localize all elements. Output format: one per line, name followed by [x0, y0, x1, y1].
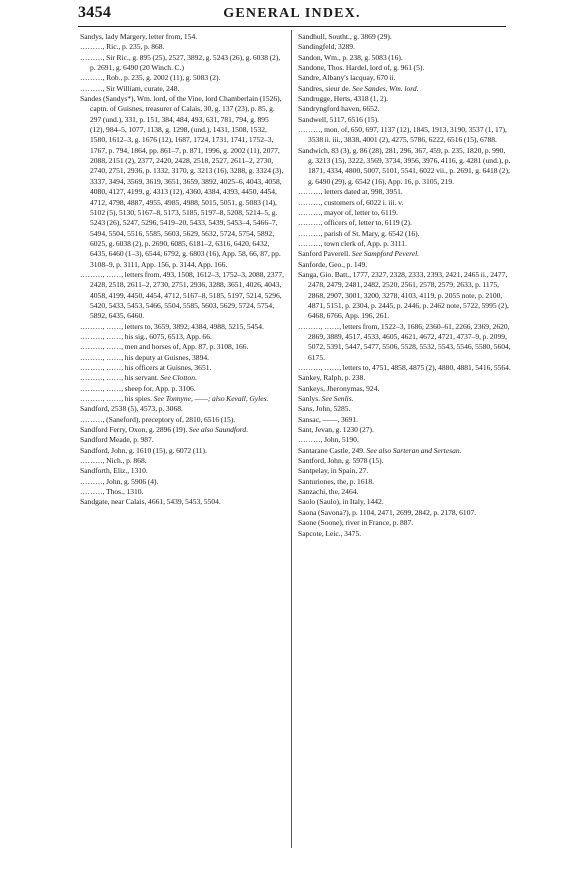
index-entry	[298, 456, 512, 466]
index-entry	[80, 73, 284, 83]
index-entry-text: Saona (Savona?), p. 1104, 2471, 2699, 2842, p. 2178, 6107.	[298, 507, 477, 517]
index-entry	[298, 42, 512, 52]
index-entry	[298, 239, 512, 249]
index-entry-text: Sankeys, Jheronymas, 924.	[298, 383, 380, 393]
index-entry-text: ………, parish of St. Mary, g. 6542 (16).	[298, 228, 420, 238]
index-entry	[298, 487, 512, 497]
index-entry-text: ………, ……, his spies.	[80, 394, 153, 404]
index-entry-text: ………, ……, letters to, 4751, 4858, 4875 (2), 4880, 4881, 5416, 5564.	[298, 363, 511, 372]
index-entry	[80, 53, 284, 74]
running-title: GENERAL INDEX.	[223, 6, 361, 21]
index-entry	[80, 404, 284, 414]
index-entry-text: Sandre, Albany's lacquay, 670 ii.	[298, 73, 396, 83]
index-entry	[80, 394, 284, 404]
index-entry	[298, 146, 512, 187]
index-entry	[298, 187, 512, 197]
index-entry	[80, 353, 284, 363]
cross-reference: See Clotton.	[160, 373, 197, 383]
index-entry	[298, 94, 512, 104]
index-entry-text: Sandone, Thos. Hardel, lord of, g. 961 (5).	[298, 63, 425, 73]
index-entry	[298, 415, 512, 425]
index-entry-text: ………, ……, his deputy at Guisnes, 3894.	[80, 352, 210, 362]
index-column-left	[80, 32, 284, 508]
index-entry-text: Sandwell, 5117, 6516 (15).	[298, 114, 379, 124]
page-number: 3454	[78, 4, 112, 21]
index-entry-text: Sandys, lady Margery, letter from, 154.	[80, 32, 198, 41]
index-entry	[298, 229, 512, 239]
index-entry-text: ………, ……, men and horses of, App. 87, p. 3108, 166.	[80, 342, 249, 352]
index-entry-text: ………, (Saneford), preceptory of, 2810, 6516 (15).	[80, 414, 236, 424]
index-entry	[80, 322, 284, 332]
index-entry	[80, 342, 284, 352]
index-entry-text: Sanford Paverell.	[298, 249, 351, 259]
index-entry	[298, 84, 512, 94]
index-entry-text: Sans, John, 5285.	[298, 404, 351, 414]
index-entry	[80, 466, 284, 476]
index-entry	[80, 487, 284, 497]
index-entry	[298, 249, 512, 259]
index-entry-text: Santford, John, g. 5978 (15).	[298, 456, 384, 466]
index-entry-text: ………, town clerk of, App. p. 3111.	[298, 238, 407, 248]
index-entry	[298, 125, 512, 146]
index-entry	[298, 104, 512, 114]
index-entry-text: ………, mayor of, letter to, 6119.	[298, 207, 398, 217]
index-entry-text: Sandford, 2538 (5), 4573, p. 3068.	[80, 404, 183, 414]
index-entry-text: Sandryngford haven, 6652.	[298, 104, 380, 114]
index-entry-text: Sandres, sieur de.	[298, 83, 351, 93]
index-entry	[80, 384, 284, 394]
index-entry-text: Sanlys.	[298, 394, 321, 404]
index-entry-text: ………, Sir William, curate, 248.	[80, 83, 180, 93]
index-entry	[298, 208, 512, 218]
index-entry	[298, 73, 512, 83]
page-header	[78, 4, 506, 26]
index-entry-text: Santuriones, the, p. 1618.	[298, 476, 375, 486]
index-entry-text: ………, John, 5190.	[298, 435, 359, 445]
index-entry	[298, 394, 512, 404]
index-entry	[298, 270, 512, 322]
index-entry	[80, 446, 284, 456]
index-entry-text: Sandes (Sandys*), Wm. lord, of the Vine, lord Chamberlain (1526), captn. of Guisnes, treasurer of Calais, 30, g. 137 (23), p. 85, g. 297 (und.), 331, p. 151, 384, 484, 493, 631, 781, 794, g. 895 (12), 984–5, 1077, 1138, g. 1298, (und.), 1431, 1508, 1532, 1580, 1612–3, g. 1676 (12), 1687, 1724, 1731, 1741, 1752–3, 1767, p. 794, 1864, pp. 861–7, p. 871, 1996, g. 2002 (11), 2077, 2088, 2151 (2), 2377, 2420, 2428, 2518, 2527, 2611–2, 2730, 2740, 2751, 2936, p. 1332, 3170, g. 3213 (16), 3288, g. 3324 (3), 3337, 3494, 3569, 3619, 3651, 3659, 3892, 4025–6, 4043, 4058, 4080, 4127, 4199, g. 4313 (12), 4360, 4384, 4393, 4450, 4454, 4712, 4798, 4887, 4955, 4985, 4988, 5015, 5051, g. 5083 (14), 5102 (5), 5130, 5167–8, 5173, 5185, 5197–8, 5208, 5214–5, g. 5243 (26), 5247, 5296, 5419–20, 5433, 5439, 5453–4, 5466–7, 5494, 5504, 5516, 5585, 5603, 5629, 5632, 5724, 5754, 5892, 6025, g. 6038 (2), p. 2690, 6085, 6181–2, 6316, 6420, 6432, 6435, 6460 (1–3), 6544, 6792, g. 6803 (16), App. 58, 66, 87, pp. 3108–9, p. 3111, App. 156, p. 3144, App. 166.	[80, 94, 284, 269]
index-entry	[298, 32, 512, 42]
index-entry-text: Sandwich, 83 (3), g. 86 (28), 281, 296, 367, 459, p. 235, 1820, p. 990, g. 3213 (15), 3222, 3569, 3734, 3956, 3976, 4116, g. 4281 (und.), p. 1871, 4334, 4800, 5007, 5101, 5541, 6022 vii., p. 2691, g. 6418 (2), g. 6490 (29), g. 6542 (16), App. 16, p. 3105, 219.	[298, 145, 511, 186]
cross-reference: See also Sarteran and Sertesan.	[366, 445, 462, 455]
cross-reference: See also Saundford.	[188, 425, 249, 435]
index-entry-text: ………, customers of, 6022 i. iii. v.	[298, 197, 404, 207]
index-entry	[298, 497, 512, 507]
cross-reference: See Tonnyne, ——; also Kevall, Gyles.	[153, 394, 269, 404]
header-rule	[78, 26, 506, 27]
index-entry-text: Sandford Meade, p. 987.	[80, 435, 154, 445]
index-entry-text: ………, Rob., p. 235, g. 2002 (11), g. 5083 (2).	[80, 73, 221, 83]
index-entry-text: ………, ……, letters from, 1522–3, 1686, 2360–61, 2266, 2369, 2620, 2869, 3889, 4517, 4533, 4605, 4621, 4672, 4721, 4737–9, p. 2099, 5072, 5391, 5447, 5477, 5506, 5528, 5532, 5543, 5546, 5580, 5604, 6175.	[298, 321, 511, 362]
cross-reference: See Sandes, Wm. lord.	[352, 83, 419, 93]
index-column-right	[298, 32, 512, 539]
index-entry	[80, 415, 284, 425]
cross-reference: See Senlis.	[321, 394, 354, 404]
index-entry-text: Sandon, Wm., p. 238, g. 5083 (16).	[298, 52, 403, 62]
index-entry-text: Sandford Ferry, Oxon, g. 2896 (19).	[80, 425, 188, 435]
index-entry-text: Santpelay, in Spain, 27.	[298, 466, 369, 476]
index-entry-text: Sant, Jevan, g. 1230 (27).	[298, 425, 374, 435]
index-entry	[298, 425, 512, 435]
index-entry	[80, 497, 284, 507]
index-entry	[80, 32, 284, 42]
index-entry-text: Sandgate, near Calais, 4661, 5439, 5453, 5504.	[80, 497, 221, 507]
index-entry	[298, 363, 512, 373]
index-entry	[80, 425, 284, 435]
index-entry	[298, 518, 512, 528]
index-entry	[298, 466, 512, 476]
index-entry-text: Sandhull, Southt., g. 3869 (29).	[298, 32, 392, 41]
index-entry	[298, 435, 512, 445]
index-entry	[80, 332, 284, 342]
index-entry-text: ………, John, g. 5906 (4).	[80, 476, 159, 486]
index-entry	[298, 508, 512, 518]
index-entry-text: Sandrugge, Herts, 4318 (1, 2).	[298, 94, 389, 104]
index-entry	[80, 435, 284, 445]
index-entry	[298, 260, 512, 270]
index-entry	[298, 529, 512, 539]
index-entry-text: Sanga, Gio. Batt., 1777, 2327, 2328, 2333, 2393, 2421, 2465 ii., 2477, 2478, 2479, 2481, 2482, 2520, 2561, 2578, 2579, 2633, p. 1175, 2868, 2907, 3001, 3200, 3278, 4103, 4119, p. 2055 note, p. 2100, 4871, 5151, p. 2304, p. 2445, p. 2446, p. 2462 note, 5722, 5995 (2), 6468, 6766, App. 196, 261.	[298, 269, 509, 321]
index-entry-text: Sanzachi, the, 2464.	[298, 487, 359, 497]
index-entry-text: Sanforde, Geo., p. 149.	[298, 259, 368, 269]
index-entry	[298, 218, 512, 228]
index-entry-text: Sapcote, Leic., 3475.	[298, 528, 362, 538]
index-entry	[80, 363, 284, 373]
index-entry	[298, 477, 512, 487]
index-entry	[298, 384, 512, 394]
index-entry-text: Santarane Castle, 249.	[298, 445, 365, 455]
index-entry	[298, 446, 512, 456]
index-entry	[298, 404, 512, 414]
index-entry	[80, 42, 284, 52]
index-entry-text: ………, ……, letters to, 3659, 3892, 4384, 4988, 5215, 5454.	[80, 321, 264, 331]
index-entry-text: Sandforth, Eliz., 1310.	[80, 466, 148, 476]
column-divider	[291, 30, 292, 848]
index-entry-text: Sandford, John, g. 1610 (15), g. 6072 (11).	[80, 445, 207, 455]
index-entry-text: ………, Nich., p. 868.	[80, 456, 147, 466]
index-entry	[298, 115, 512, 125]
index-entry-text: ………, officers of, letter to, 6119 (2).	[298, 218, 412, 228]
index-entry	[80, 270, 284, 322]
index-entry-text: ………, ……, letters from, 493, 1508, 1612–3, 1752–3, 2088, 2377, 2428, 2518, 2611–2, 2730, 2751, 2936, 3288, 3651, 4026, 4043, 4058, 4199, 4450, 4454, 4712, 5167–8, 5185, 5197, 5214, 5296, 5420, 5433, 5453, 5466, 5504, 5585, 5603, 5629, 5724, 5754, 5892, 6435, 6460.	[80, 269, 284, 321]
index-entry	[80, 373, 284, 383]
index-entry-text: Saolo (Saulo), in Italy, 1442.	[298, 497, 384, 507]
index-entry	[298, 322, 512, 363]
index-entry-text: ………, mon. of, 650, 697, 1137 (12), 1845, 1913, 3190, 3537 (1, 17), 3538 ii. iii., 3838, 4001 (2), 4275, 5786, 6222, 6516 (15), 6788.	[298, 125, 507, 145]
index-entry	[298, 198, 512, 208]
index-entry-text: ………, ……, his servant.	[80, 373, 159, 383]
index-entry	[80, 84, 284, 94]
index-entry-text: ………, ……, his sig., 6075, 6513, App. 66.	[80, 331, 212, 341]
cross-reference: See Sampford Peverel.	[351, 249, 420, 259]
index-entry-text: ………, Ric., p. 235, p. 868.	[80, 42, 165, 52]
index-entry-text: ………, ……, his officers at Guisnes, 3651.	[80, 363, 212, 372]
index-entry-text: ………, Thos., 1310.	[80, 487, 144, 497]
index-entry-text: Sandingfeld, 3289.	[298, 42, 355, 52]
index-entry	[80, 94, 284, 270]
index-entry-text: Saone (Soone), river in France, p. 887.	[298, 518, 414, 528]
index-entry	[80, 456, 284, 466]
index-entry-text: ………, ……, sheep for, App. p. 3106.	[80, 383, 196, 393]
index-entry-text: ………, letters dated at, 998, 3951.	[298, 187, 403, 197]
index-entry	[80, 477, 284, 487]
index-entry	[298, 373, 512, 383]
index-entry	[298, 63, 512, 73]
index-entry-text: ………, Sir Ric., g. 895 (25), 2527, 3892, g. 5243 (26), g. 6038 (2), p. 2691, g. 6490 (20 Winch. C.)	[80, 52, 281, 73]
index-entry	[298, 53, 512, 63]
index-entry-text: Sankey, Ralph, p. 238.	[298, 373, 366, 383]
index-entry-text: Sansac, ——, 3691.	[298, 414, 358, 424]
